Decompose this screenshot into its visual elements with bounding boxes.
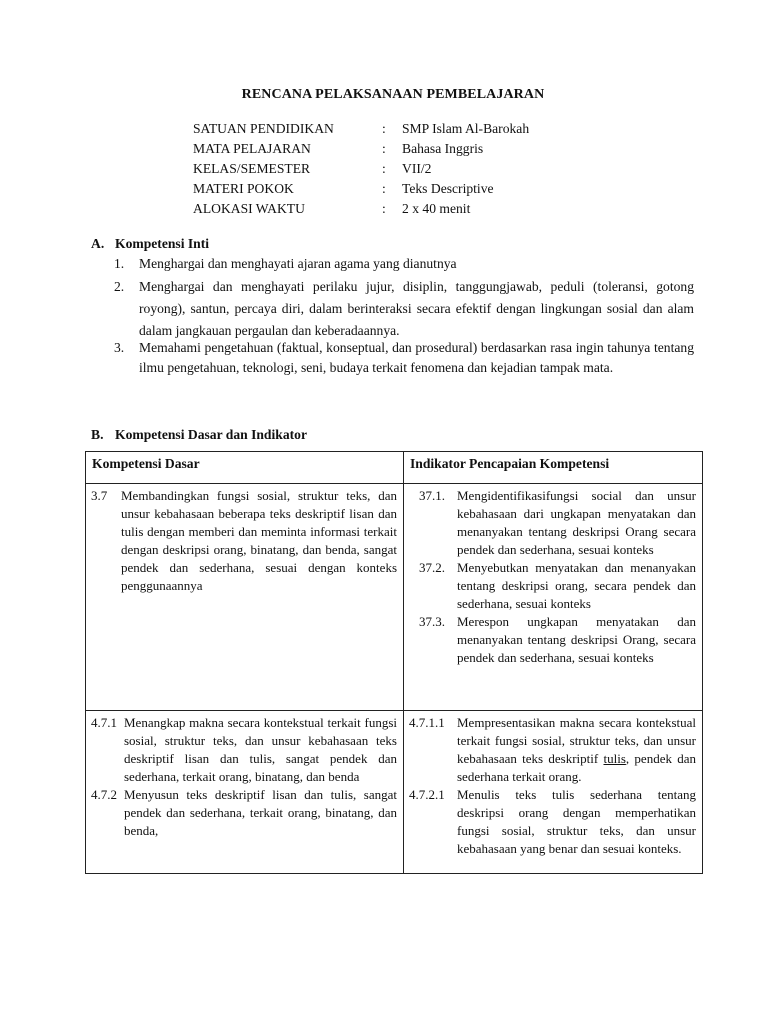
meta-separator: : [382, 121, 386, 136]
meta-value: SMP Islam Al-Barokah [402, 121, 530, 136]
indicator-text-after: , pendek dan sederhana terkait orang. [457, 751, 697, 784]
section-title: Kompetensi Dasar dan Indikator [115, 427, 307, 442]
section-number: B. [91, 427, 104, 442]
meta-key: ALOKASI WAKTU [193, 201, 305, 216]
indicator-text: Menyebutkan menyatakan dan menanyakan tentang deskripsi orang, secara pendek dan sederhana, sesuai konteks [457, 560, 696, 611]
section-title: Kompetensi Inti [115, 236, 210, 251]
meta-key: MATERI POKOK [193, 181, 294, 196]
kd-text: Menyusun teks deskriptif lisan dan tulis, sangat pendek dan sederhana, terkait orang, binatang, dan benda, [124, 787, 397, 838]
list-item [114, 276, 694, 342]
indicator-text: Mengidentifikasifungsi social dan unsur kebahasaan dari ungkapan menyatakan dan menanyakan tentang deskripsi Orang secara pendek dan sederhana, sesuai konteks [457, 488, 696, 557]
section-number: A. [91, 236, 105, 251]
page-title: RENCANA PELAKSANAAN PEMBELAJARAN [241, 87, 545, 102]
kompetensi-inti-list [114, 338, 694, 378]
meta-key: MATA PELAJARAN [193, 141, 311, 156]
meta-key: KELAS/SEMESTER [193, 161, 311, 176]
kd-cell [86, 711, 404, 874]
meta-key: SATUAN PENDIDIKAN [193, 121, 334, 136]
kd-code: 4.7.2 [91, 787, 117, 802]
indicator-code: 4.7.1.1 [409, 715, 445, 730]
kd-entry [91, 487, 397, 595]
indicator-text: Menulis teks tulis sederhana tentang deskripsi orang dengan memperhatikan fungsi sosial, struktur teks, dan unsur kebahasaan yang benar dan sesuai konteks. [457, 787, 696, 856]
meta-value: Bahasa Inggris [402, 141, 484, 156]
kd-text: Membandingkan fungsi sosial, struktur teks, dan unsur kebahasaan beberapa teks deskriptif lisan dan tulis dengan memberi dan meminta informasi terkait dengan deskripsi orang, binatang, dan benda, sangat pendek dan sederhana, sesuai dengan konteks penggunaannya [121, 488, 397, 593]
list-number: 3. [114, 340, 125, 355]
indicator-entry [409, 487, 696, 559]
meta-value: 2 x 40 menit [402, 201, 471, 216]
kd-entry [91, 786, 397, 840]
indicator-text-underlined: tulis [603, 751, 626, 766]
table-row [86, 484, 703, 711]
header-kompetensi-dasar: Kompetensi Dasar [86, 452, 404, 484]
kd-cell [86, 484, 404, 711]
kd-text: Menangkap makna secara kontekstual terkait fungsi sosial, struktur teks, dan unsur kebahasaan teks deskriptif lisan dan tulis, sangat pendek dan sederhana, terkait orang, binatang, dan benda [124, 715, 397, 784]
indicator-code: 37.2. [419, 560, 445, 575]
section-a-heading [91, 234, 209, 254]
indicator-text-before: Mempresentasikan makna secara kontekstual terkait fungsi sosial, struktur teks, dan unsur kebahasaan teks deskriptif [457, 715, 696, 766]
list-number: 1. [114, 256, 125, 271]
section-b-heading [91, 425, 307, 445]
list-item-text: Menghargai dan menghayati perilaku jujur, disiplin, tanggungjawab, peduli (toleransi, gotong royong), santun, percaya diri, dalam berinteraksi secara efektif dengan lingkungan sosial dan alam dalam jangkauan pergaulan dan keberadaannya. [139, 279, 694, 338]
meta-value: VII/2 [402, 161, 432, 176]
list-item-text: Menghargai dan menghayati ajaran agama yang dianutnya [139, 256, 457, 271]
list-item [114, 254, 694, 274]
kd-code: 4.7.1 [91, 715, 117, 730]
meta-separator: : [382, 181, 386, 196]
competency-table [85, 451, 703, 874]
meta-separator: : [382, 161, 386, 176]
indicator-entry [409, 559, 696, 613]
table-row [86, 711, 703, 874]
meta-separator: : [382, 201, 386, 216]
table-header-row [86, 452, 703, 484]
kompetensi-inti-list [114, 276, 694, 342]
indicator-entry [409, 613, 696, 667]
kd-entry [91, 714, 397, 786]
indicator-code: 37.1. [419, 488, 445, 503]
meta-separator: : [382, 141, 386, 156]
indicator-code: 37.3. [419, 614, 445, 629]
indicator-cell [404, 484, 703, 711]
indicator-entry [409, 786, 696, 858]
indicator-text: Merespon ungkapan menyatakan dan menanyakan tentang deskripsi Orang, secara pendek dan sederhana, sesuai konteks [457, 614, 696, 665]
indicator-code: 4.7.2.1 [409, 787, 445, 802]
kompetensi-inti-list [114, 254, 694, 274]
list-number: 2. [114, 279, 125, 294]
indicator-cell [404, 711, 703, 874]
indicator-entry [409, 714, 696, 786]
list-item [114, 338, 694, 378]
header-indikator: Indikator Pencapaian Kompetensi [404, 452, 703, 484]
meta-value: Teks Descriptive [402, 181, 494, 196]
kd-code: 3.7 [91, 488, 108, 503]
list-item-text: Memahami pengetahuan (faktual, konseptual, dan prosedural) berdasarkan rasa ingin tahunya tentang ilmu pengetahuan, teknologi, seni, budaya terkait fenomena dan kejadian tampak mata. [139, 340, 694, 375]
